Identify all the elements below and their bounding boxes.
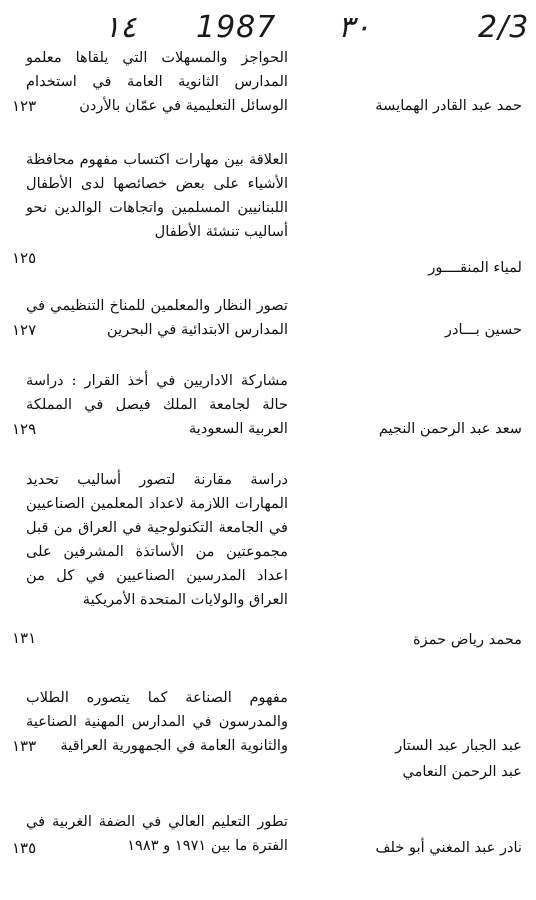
entry-page: ١٢٥ (12, 249, 37, 267)
entry-title: تصور النظار والمعلمين للمناخ التنظيمي في المدارس الابتدائية في البحرين (26, 297, 288, 338)
entry-author (296, 628, 536, 652)
author-name: لمياء المنقــــور (428, 259, 522, 276)
entry-page: ١٢٩ (12, 420, 37, 438)
entry-author (296, 734, 536, 758)
entry-title: دراسة مقارنة لتصور أساليب تحديد المهارات اللازمة لاعداد المعلمين الصناعيين في الجامعة التكنولوجية في العراق من قبل مجموعتين من الأساتذة المشرفين على اعداد المدرسين الصناعيين في كل من العراق والولايات المتحدة الأمريكية (26, 471, 288, 608)
entry-page: ١٣٣ (12, 737, 37, 755)
entry-author (296, 417, 536, 441)
entry-author (296, 94, 536, 118)
handwritten-fraction: 2/3 (478, 10, 530, 45)
author-name: سعد عبد الرحمن النجيم (378, 420, 522, 437)
author-name: عبد الجبار عبد الستار (395, 737, 522, 754)
entry-title: الحواجز والمسهلات التي يلقاها معلمو المدارس الثانوية العامة في استخدام الوسائل التعليمية في عمّان بالأردن (26, 49, 288, 114)
author-name: حسين بـــادر (444, 321, 522, 338)
author-name: نادر عبد المغني أبو خلف (375, 839, 522, 856)
entry-author-second (296, 760, 536, 784)
handwritten-year: 1987 (196, 10, 277, 45)
entry-page: ١٢٣ (12, 97, 37, 115)
entry-author (296, 836, 536, 860)
entry-title: تطور التعليم العالي في الضفة الغربية في الفترة ما بين ١٩٧١ و ١٩٨٣ (26, 813, 288, 854)
entry-page: ١٣٥ (12, 839, 37, 857)
handwritten-catalog-a: ١٤ (104, 10, 137, 45)
entry-title: مفهوم الصناعة كما يتصوره الطلاب والمدرسون في المدارس المهنية الصناعية والثانوية العامة في الجمهورية العراقية (26, 689, 288, 754)
author-name-second: عبد الرحمن النعامي (402, 763, 522, 780)
entry-author (296, 318, 536, 342)
entry-title: العلاقة بين مهارات اكتساب مفهوم محافظة الأشياء على بعض خصائصها لدى الأطفال اللبنانيين المسلمين واتجاهات الوالدين نحو أساليب تنشئة الأطفال (26, 151, 288, 240)
entry-title: مشاركة الاداريين في أخذ القرار : دراسة حالة لجامعة الملك فيصل في المملكة العربية السعودية (26, 372, 288, 437)
entry-author (296, 256, 536, 280)
entry-page: ١٢٧ (12, 321, 37, 339)
author-name: حمد عبد القادر الهمايسة (375, 97, 522, 114)
entry-page: ١٣١ (12, 629, 37, 647)
handwritten-catalog-b: ٣٠ (338, 10, 371, 45)
author-name: محمد رياض حمزة (413, 631, 522, 648)
